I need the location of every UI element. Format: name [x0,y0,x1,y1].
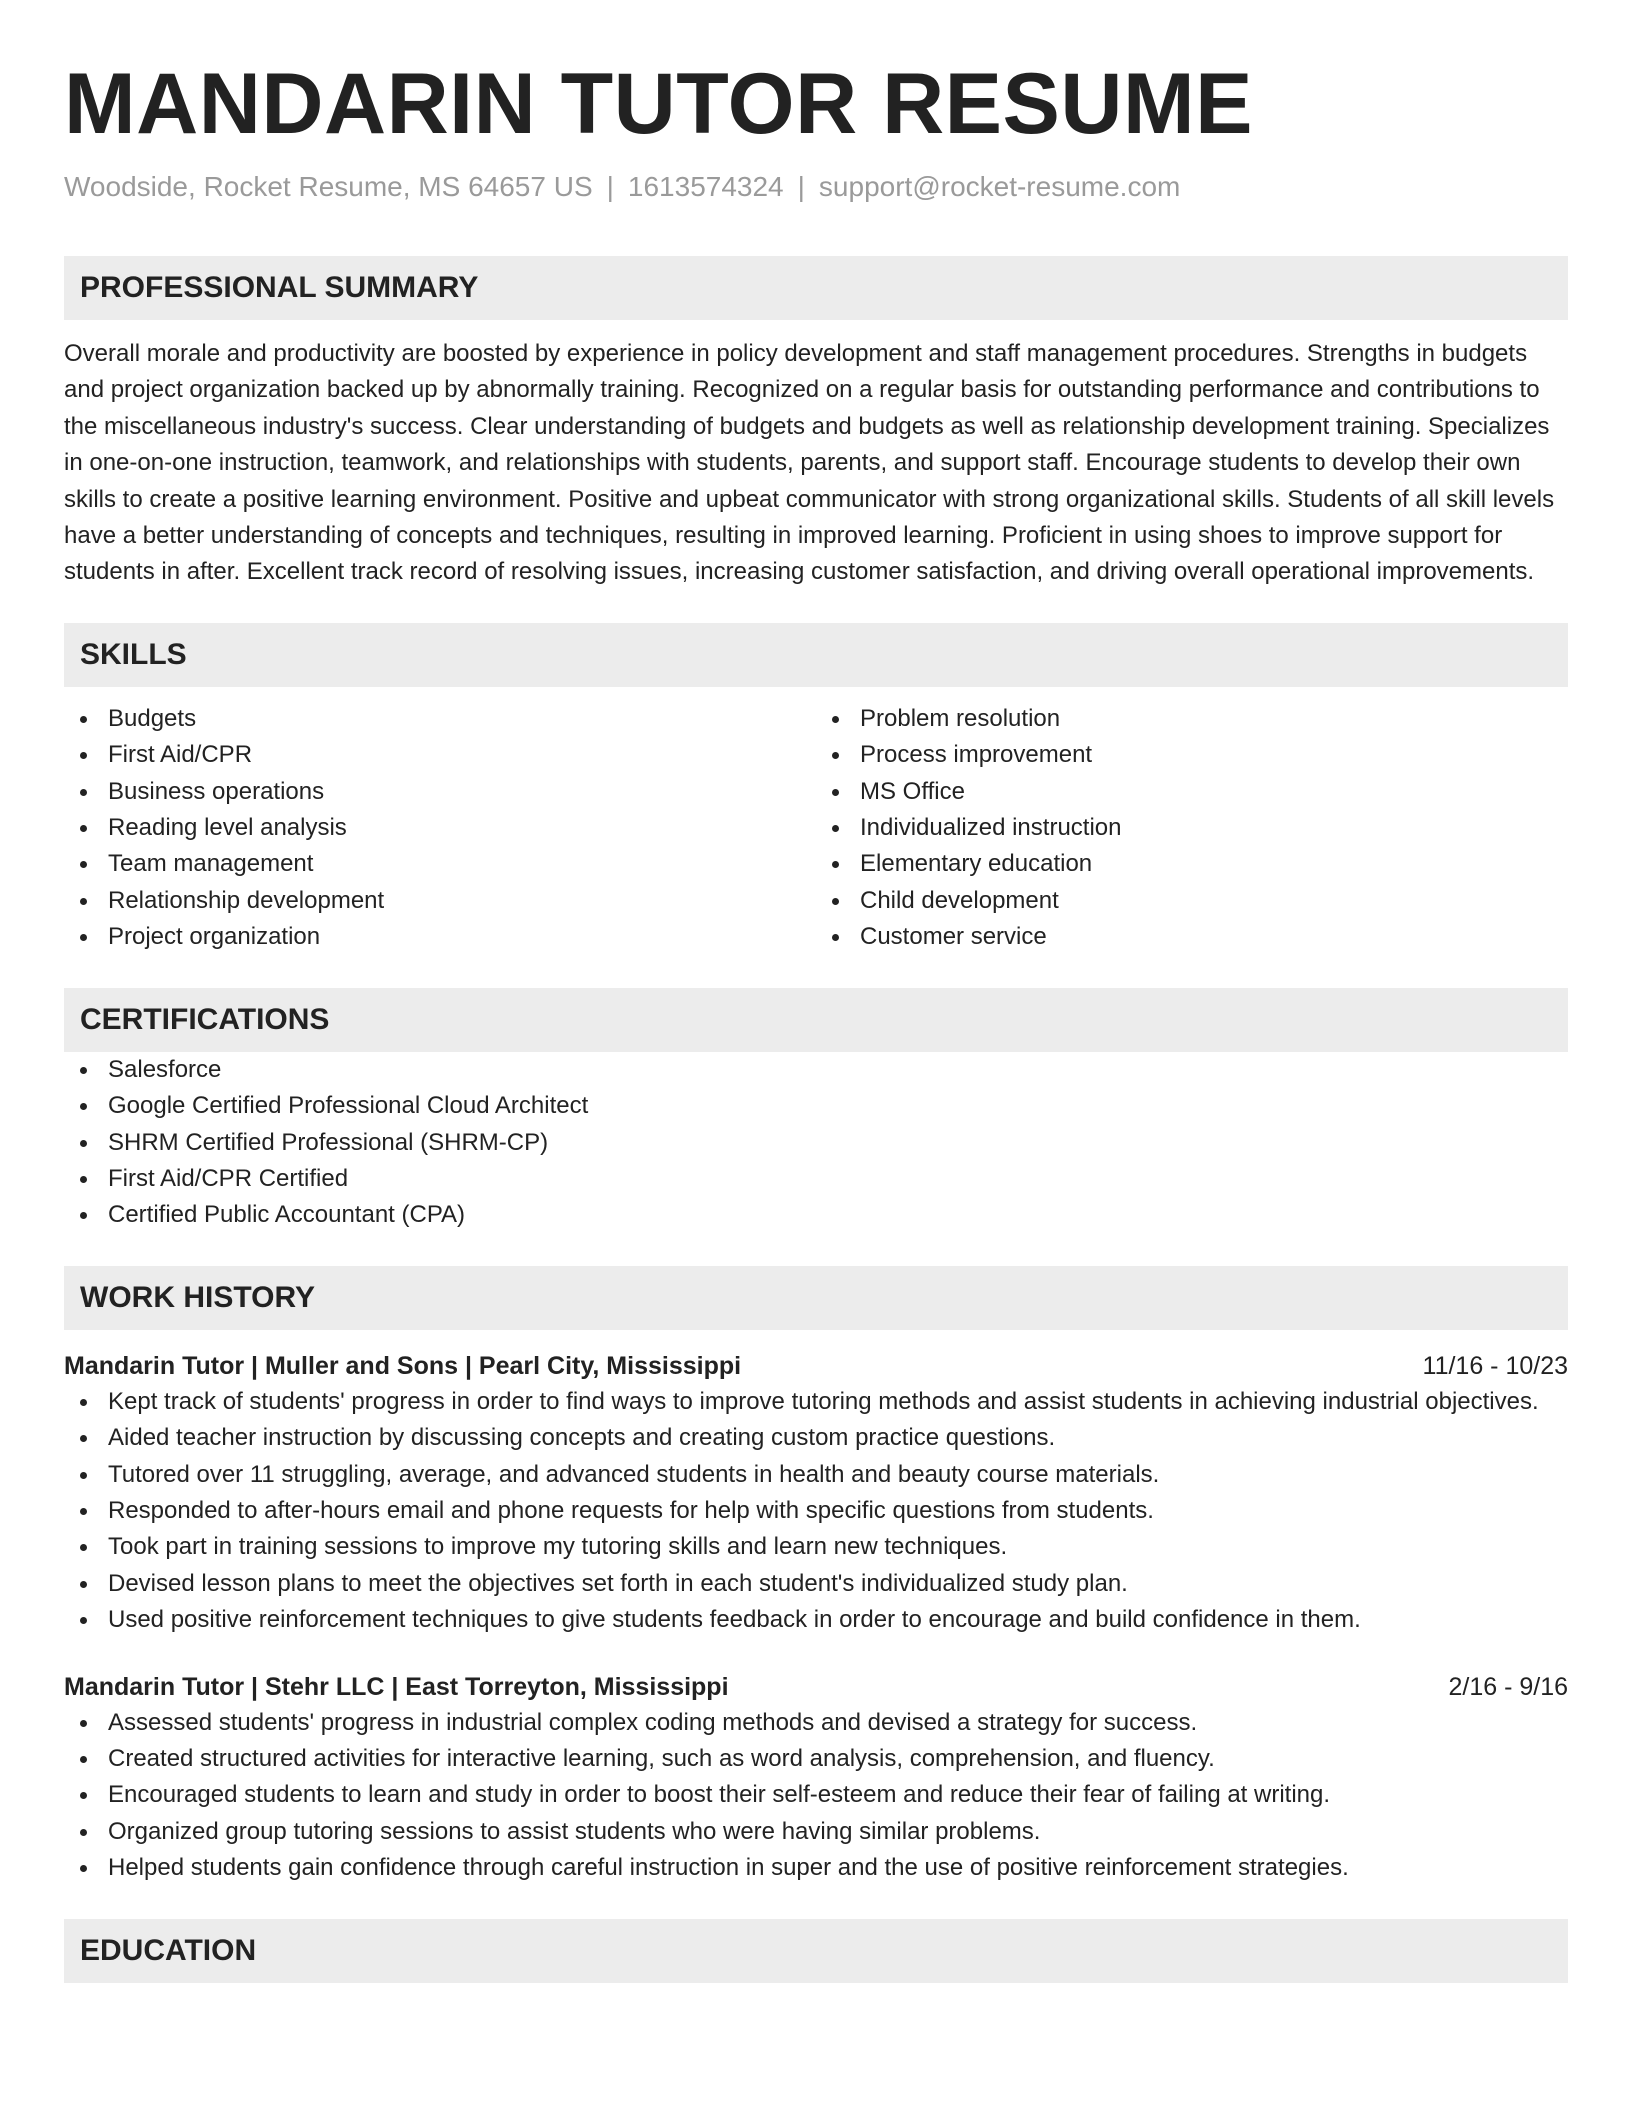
job-duty: Helped students gain confidence through careful instruction in super and the use of positive reinforcement strategies. [64,1850,1568,1886]
skills-column-right [816,701,1568,956]
job-title-line: Mandarin Tutor | Stehr LLC | East Torreyton, Mississippi [64,1672,729,1701]
certification-item: First Aid/CPR Certified [64,1161,1568,1197]
job-header [64,1669,1568,1705]
job-title-line: Mandarin Tutor | Muller and Sons | Pearl City, Mississippi [64,1351,742,1380]
certification-item: Salesforce [64,1052,1568,1088]
skill-item: Team management [64,846,816,882]
skill-item: Business operations [64,774,816,810]
skill-item: Child development [816,883,1568,919]
skill-item: Reading level analysis [64,810,816,846]
skill-item: MS Office [816,774,1568,810]
job-duty: Organized group tutoring sessions to assist students who were having similar problems. [64,1814,1568,1850]
contact-email: support@rocket-resume.com [818,171,1181,202]
job-duty: Encouraged students to learn and study in order to boost their self-esteem and reduce their fear of failing at writing. [64,1777,1568,1813]
skill-item: Project organization [64,919,816,955]
job-duty: Responded to after-hours email and phone requests for help with specific questions from students. [64,1493,1568,1529]
skill-item: Individualized instruction [816,810,1568,846]
skills-list [64,701,1568,956]
job-header [64,1348,1568,1384]
contact-separator: | [797,171,805,202]
job-duty: Assessed students' progress in industrial complex coding methods and devised a strategy for success. [64,1705,1568,1741]
job-duty: Created structured activities for interactive learning, such as word analysis, comprehension, and fluency. [64,1741,1568,1777]
contact-line [64,170,1568,204]
contact-phone: 1613574324 [627,171,784,202]
skill-item: Problem resolution [816,701,1568,737]
skill-item: Customer service [816,919,1568,955]
job-duty: Took part in training sessions to improve my tutoring skills and learn new techniques. [64,1529,1568,1565]
job-dates: 11/16 - 10/23 [1422,1351,1568,1380]
section-header-education: EDUCATION [64,1919,1568,1983]
skill-item: Elementary education [816,846,1568,882]
job-duty: Used positive reinforcement techniques to give students feedback in order to encourage and build confidence in them. [64,1602,1568,1638]
resume-title: MANDARIN TUTOR RESUME [64,56,1254,152]
skill-item: Relationship development [64,883,816,919]
contact-separator: | [606,171,614,202]
certification-item: SHRM Certified Professional (SHRM-CP) [64,1125,1568,1161]
contact-address: Woodside, Rocket Resume, MS 64657 US [64,171,593,202]
certifications-list [64,1052,1568,1234]
section-header-skills: SKILLS [64,623,1568,687]
job-duty: Kept track of students' progress in order to find ways to improve tutoring methods and assist students in achieving industrial objectives. [64,1384,1568,1420]
skill-item: First Aid/CPR [64,737,816,773]
skills-column-left [64,701,816,956]
section-header-work-history: WORK HISTORY [64,1266,1568,1330]
skill-item: Budgets [64,701,816,737]
job-duty: Aided teacher instruction by discussing concepts and creating custom practice questions. [64,1420,1568,1456]
certification-item: Certified Public Accountant (CPA) [64,1197,1568,1233]
skill-item: Process improvement [816,737,1568,773]
job-duties-list [64,1705,1568,1887]
section-header-summary: PROFESSIONAL SUMMARY [64,256,1568,320]
job-duties-list [64,1384,1568,1639]
job-entry [64,1348,1568,1639]
section-header-certifications: CERTIFICATIONS [64,988,1568,1052]
job-dates: 2/16 - 9/16 [1448,1672,1568,1701]
job-duty: Tutored over 11 struggling, average, and advanced students in health and beauty course materials. [64,1457,1568,1493]
job-entry [64,1669,1568,1887]
job-duty: Devised lesson plans to meet the objectives set forth in each student's individualized study plan. [64,1566,1568,1602]
certification-item: Google Certified Professional Cloud Architect [64,1088,1568,1124]
summary-text: Overall morale and productivity are boosted by experience in policy development and staff management procedures. Strengths in budgets and project organization backed up by abnormally training. Recognized on a regular basis for outstanding performance and contributions to the miscellaneous industry's success. Clear understanding of budgets and budgets as well as relationship development training. Specializes in one-on-one instruction, teamwork, and relationships with students, parents, and support staff. Encourage students to develop their own skills to create a positive learning environment. Positive and upbeat communicator with strong organizational skills. Students of all skill levels have a better understanding of concepts and techniques, resulting in improved learning. Proficient in using shoes to improve support for students in after. Excellent track record of resolving issues, increasing customer satisfaction, and driving overall operational improvements. [64,340,1555,586]
